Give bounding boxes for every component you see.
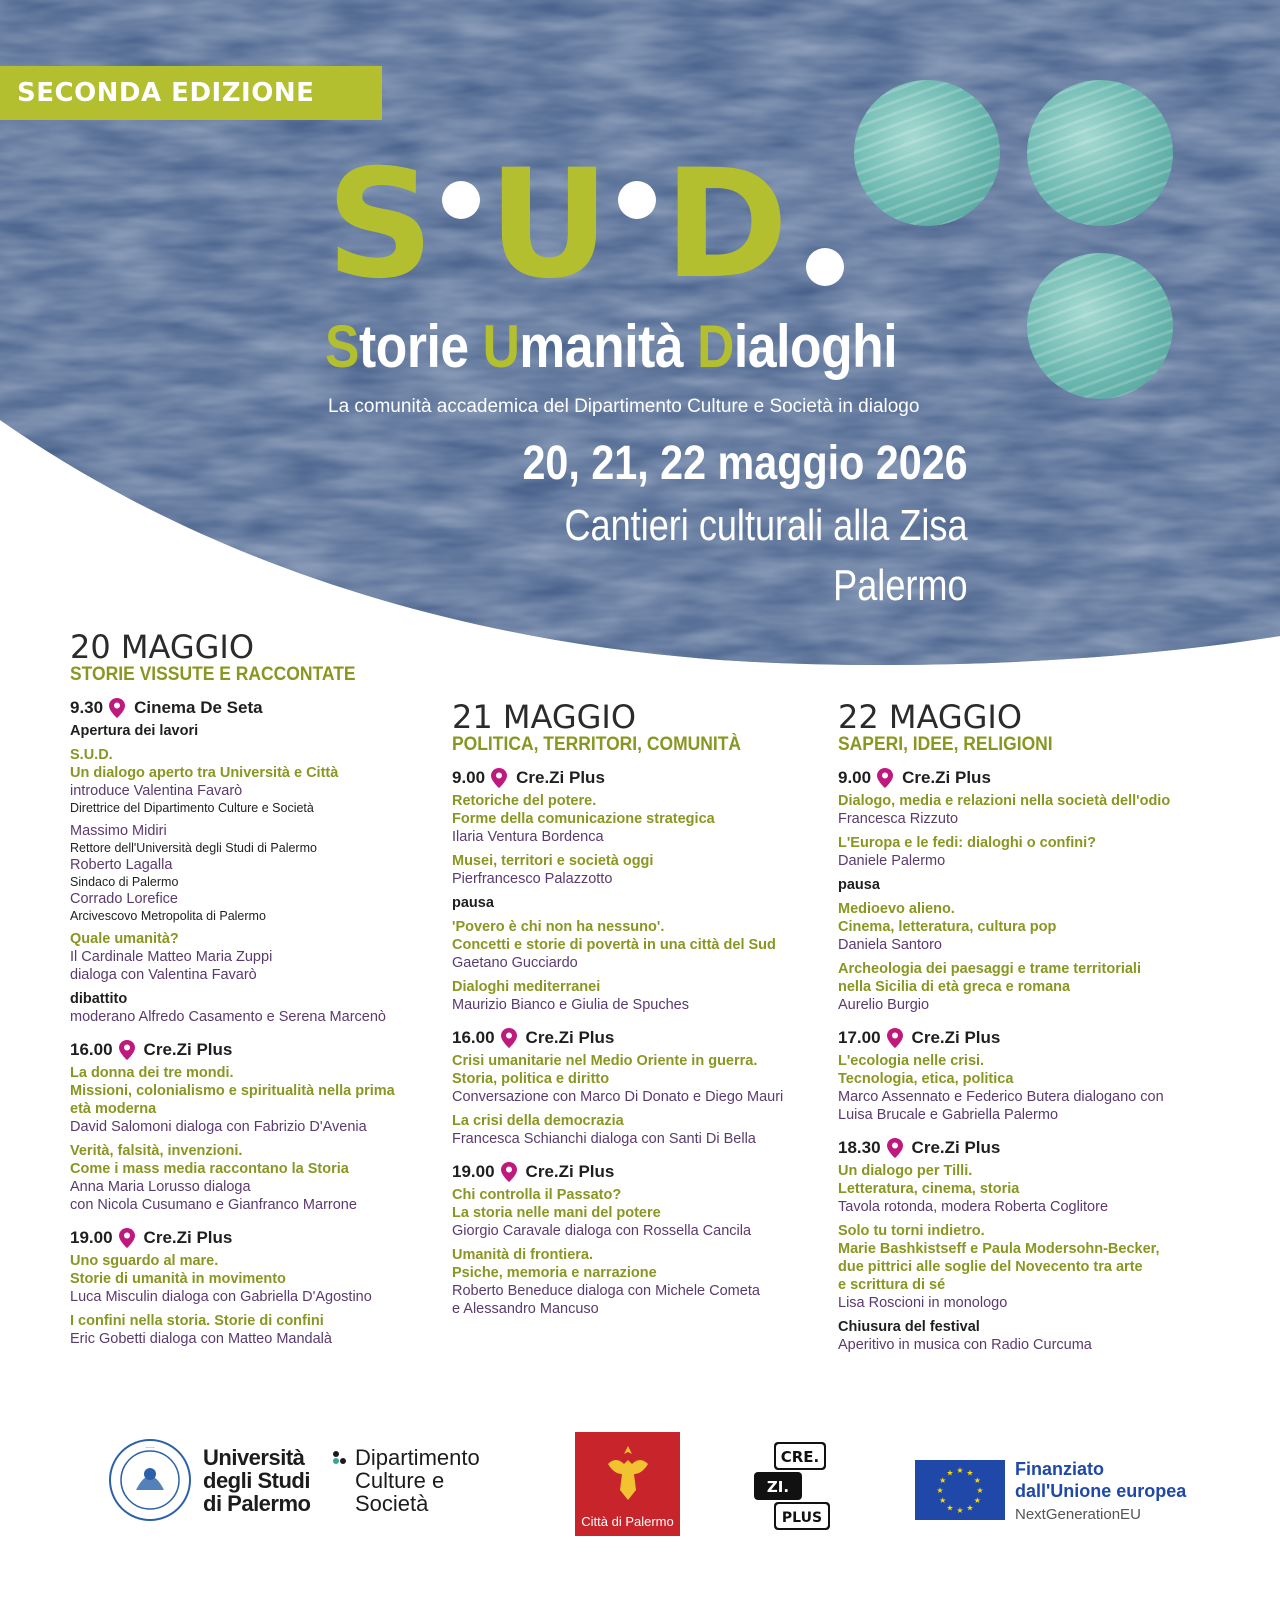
program-event	[70, 930, 430, 984]
event-speaker: Corrado Lorefice	[70, 891, 178, 907]
location-pin-icon	[119, 1040, 135, 1060]
event-title: Psiche, memoria e narrazione	[452, 1265, 657, 1281]
eu-line: dall'Unione europea	[1015, 1481, 1187, 1501]
event-speaker: Tavola rotonda, modera Roberta Coglitore	[838, 1199, 1109, 1215]
event-title: Musei, territori e società oggi	[452, 853, 654, 869]
event-title: L'Europa e le fedi: dialoghi o confini?	[838, 835, 1097, 851]
program-event	[452, 1186, 822, 1240]
program-event	[838, 1318, 1218, 1354]
event-title: Forme della comunicazione strategica	[452, 811, 715, 827]
unipa-seal-icon	[108, 1438, 192, 1522]
event-title: Dialogo, media e relazioni nella società dell'odio	[838, 793, 1171, 809]
event-title: età moderna	[70, 1101, 157, 1117]
eu-star-icon: ★	[966, 1503, 974, 1513]
eu-star-icon: ★	[939, 1496, 947, 1505]
event-speaker: Lisa Roscioni in monologo	[838, 1295, 1008, 1311]
program-event	[452, 852, 822, 888]
event-title: 'Povero è chi non ha nessuno'.	[452, 919, 665, 935]
eu-star-icon: ★	[936, 1486, 944, 1495]
event-title: Storie di umanità in movimento	[70, 1271, 286, 1287]
location-pin-icon	[887, 1028, 903, 1048]
decorative-circle-3	[1027, 253, 1173, 399]
event-speaker: con Nicola Cusumano e Gianfranco Marrone	[70, 1197, 357, 1213]
dipartimento-dots-icon	[332, 1450, 348, 1472]
event-title: I confini nella storia. Storie di confini	[70, 1313, 324, 1329]
event-title: Cinema, letteratura, cultura pop	[838, 919, 1057, 935]
slot-time: 17.00	[838, 1028, 881, 1047]
program-event	[838, 900, 1218, 954]
eu-star-icon: ★	[946, 1468, 954, 1478]
event-speaker: Giorgio Caravale dialoga con Rossella Cancila	[452, 1223, 752, 1239]
event-title: Come i mass media raccontano la Storia	[70, 1161, 349, 1177]
event-speaker: Conversazione con Marco Di Donato e Diego Mauri	[452, 1089, 784, 1105]
event-title: Retoriche del potere.	[452, 793, 597, 809]
program-event	[838, 1052, 1218, 1124]
day-theme: POLITICA, TERRITORI, COMUNITÀ	[452, 734, 742, 755]
crezi-line: CRE.	[780, 1448, 820, 1466]
program-event	[838, 876, 1218, 894]
event-speaker: moderano Alfredo Casamento e Serena Marcenò	[70, 1009, 386, 1025]
event-title: Chi controlla il Passato?	[452, 1187, 622, 1203]
venue-city: Palermo	[833, 561, 968, 610]
time-slot	[838, 768, 1218, 788]
program-day-20	[70, 630, 430, 1348]
slot-location: Cinema De Seta	[134, 698, 263, 717]
event-speaker: Ilaria Ventura Bordenca	[452, 829, 604, 845]
dip-line: Culture e	[355, 1468, 445, 1493]
slot-location: Cre.Zi Plus	[516, 768, 605, 787]
event-speaker: Maurizio Bianco e Giulia de Spuches	[452, 997, 689, 1013]
edition-badge-label: SECONDA EDIZIONE	[17, 78, 315, 108]
event-title: La crisi della democrazia	[452, 1113, 624, 1129]
program-event	[452, 1246, 822, 1318]
logo-letter-d: D	[663, 138, 789, 312]
program-event	[452, 978, 822, 1014]
unipa-line: di Palermo	[203, 1491, 311, 1516]
slot-location: Cre.Zi Plus	[911, 1138, 1001, 1157]
title-initial: S	[325, 313, 359, 380]
event-speaker: Pierfrancesco Palazzotto	[452, 871, 613, 887]
logo-dot	[442, 181, 480, 219]
eu-star-icon: ★	[956, 1506, 964, 1515]
eu-stars-icon	[915, 1460, 1005, 1520]
edition-badge	[0, 66, 382, 120]
crezi-line: PLUS	[781, 1510, 823, 1526]
location-pin-icon	[877, 768, 893, 788]
festival-title	[325, 312, 897, 381]
slot-time: 18.30	[838, 1138, 881, 1157]
event-speaker: Luca Misculin dialoga con Gabriella D'Agostino	[70, 1289, 372, 1305]
time-slot	[452, 1028, 822, 1048]
program-event	[452, 792, 822, 846]
day-theme: STORIE VISSUTE E RACCONTATE	[70, 664, 356, 685]
event-title: Dialoghi mediterranei	[452, 979, 601, 995]
event-speaker: Luisa Brucale e Gabriella Palermo	[838, 1107, 1059, 1123]
session-label: Apertura dei lavori	[70, 723, 199, 739]
day-heading: 22 MAGGIO	[838, 698, 1023, 736]
event-speaker: Roberto Beneduce dialoga con Michele Cometa	[452, 1283, 760, 1299]
event-speaker: e Alessandro Mancuso	[452, 1301, 599, 1317]
eu-program-label: NextGenerationEU	[1015, 1506, 1141, 1523]
logo-dot	[806, 248, 844, 286]
crezi-plus-logo	[752, 1440, 832, 1532]
location-pin-icon	[491, 768, 507, 788]
slot-time: 19.00	[70, 1228, 113, 1247]
session-label: dibattito	[70, 991, 128, 1007]
eagle-crest-icon	[602, 1442, 654, 1506]
program-event	[452, 894, 822, 912]
sud-logo	[326, 138, 844, 312]
event-title: Missioni, colonialismo e spiritualità nella prima	[70, 1083, 395, 1099]
event-speaker: Il Cardinale Matteo Maria Zuppi	[70, 949, 273, 965]
venue-name: Cantieri culturali alla Zisa	[564, 501, 968, 550]
program-event	[70, 990, 430, 1026]
eu-star-icon: ★	[946, 1503, 954, 1513]
program-event	[838, 1162, 1218, 1216]
decorative-circle-2	[1027, 80, 1173, 226]
session-label: pausa	[838, 877, 880, 893]
time-slot	[838, 1138, 1218, 1158]
session-label: pausa	[452, 895, 494, 911]
eu-line: Finanziato	[1015, 1459, 1104, 1479]
slot-location: Cre.Zi Plus	[525, 1162, 615, 1181]
unipa-line: Università	[203, 1445, 305, 1470]
event-speaker: Aurelio Burgio	[838, 997, 930, 1013]
event-title: due pittrici alle soglie del Novecento tra arte	[838, 1259, 1143, 1275]
location-pin-icon	[119, 1228, 135, 1248]
event-speaker: Daniela Santoro	[838, 937, 942, 953]
slot-location: Cre.Zi Plus	[911, 1028, 1001, 1047]
svg-text:·····: ·····	[145, 1445, 155, 1452]
time-slot	[452, 768, 822, 788]
event-title: La donna dei tre mondi.	[70, 1065, 234, 1081]
title-word: ialoghi	[733, 313, 898, 380]
eu-star-icon: ★	[956, 1466, 964, 1475]
slot-time: 9.00	[838, 768, 872, 787]
event-speaker: David Salomoni dialoga con Fabrizio D'Avenia	[70, 1119, 367, 1135]
event-speaker: Francesca Schianchi dialoga con Santi Di Bella	[452, 1131, 756, 1147]
slot-location: Cre.Zi Plus	[143, 1040, 233, 1059]
event-speaker: Gaetano Gucciardo	[452, 955, 578, 971]
slot-time: 9.00	[452, 768, 486, 787]
logo-dot	[618, 181, 656, 219]
event-title: Concetti e storie di povertà in una città del Sud	[452, 937, 776, 953]
event-speaker: Anna Maria Lorusso dialoga	[70, 1179, 251, 1195]
program-event	[838, 792, 1218, 828]
event-title: Archeologia dei paesaggi e trame territoriali	[838, 961, 1141, 977]
title-word: torie	[358, 313, 469, 380]
event-title: e scrittura di sé	[838, 1277, 946, 1293]
dip-line: Dipartimento	[355, 1445, 480, 1470]
title-initial: D	[697, 313, 734, 380]
dip-line: Società	[355, 1491, 429, 1516]
program-event	[838, 1222, 1218, 1312]
title-word: manità	[519, 313, 684, 380]
slot-time: 16.00	[452, 1028, 495, 1047]
event-speaker: Massimo Midiri	[70, 823, 167, 839]
event-speaker: Francesca Rizzuto	[838, 811, 959, 827]
event-speaker: Roberto Lagalla	[70, 857, 173, 873]
slot-location: Cre.Zi Plus	[902, 768, 991, 787]
event-title: Medioevo alieno.	[838, 901, 955, 917]
event-title: Un dialogo per Tilli.	[838, 1163, 973, 1179]
program-event	[70, 1064, 430, 1136]
decorative-circle-1	[854, 80, 1000, 226]
speaker-role: Rettore dell'Università degli Studi di Palermo	[70, 841, 317, 855]
program-event	[70, 1252, 430, 1306]
eu-star-icon: ★	[976, 1486, 984, 1495]
time-slot	[838, 1028, 1218, 1048]
event-title: Storia, politica e diritto	[452, 1071, 610, 1087]
speaker-role: Direttrice del Dipartimento Culture e Società	[70, 801, 314, 815]
event-title: La storia nelle mani del potere	[452, 1205, 661, 1221]
event-title: Crisi umanitarie nel Medio Oriente in guerra.	[452, 1053, 758, 1069]
event-title: Un dialogo aperto tra Università e Città	[70, 765, 339, 781]
speaker-role: Arcivescovo Metropolita di Palermo	[70, 909, 266, 923]
event-title: Tecnologia, etica, politica	[838, 1071, 1014, 1087]
event-title: Quale umanità?	[70, 931, 179, 947]
program-event	[452, 1112, 822, 1148]
program-event	[838, 960, 1218, 1014]
citta-di-palermo-label: Città di Palermo	[581, 1514, 674, 1529]
event-speaker: Marco Assennato e Federico Butera dialogano con	[838, 1089, 1164, 1105]
event-title: nella Sicilia di età greca e romana	[838, 979, 1071, 995]
event-speaker: Eric Gobetti dialoga con Matteo Mandalà	[70, 1331, 332, 1347]
program-event	[70, 1312, 430, 1348]
program-event	[70, 822, 430, 924]
program-day-22	[838, 700, 1218, 1354]
slot-time: 19.00	[452, 1162, 495, 1181]
program-event	[452, 1052, 822, 1106]
event-speaker: introduce Valentina Favarò	[70, 783, 243, 799]
location-pin-icon	[109, 698, 125, 718]
time-slot	[70, 1040, 430, 1060]
event-speaker: Daniele Palermo	[838, 853, 946, 869]
event-title: Letteratura, cinema, storia	[838, 1181, 1020, 1197]
slot-location: Cre.Zi Plus	[525, 1028, 615, 1047]
program-event	[70, 746, 430, 816]
slot-time: 16.00	[70, 1040, 113, 1059]
event-title: Solo tu torni indietro.	[838, 1223, 985, 1239]
program-event	[838, 834, 1218, 870]
eu-star-icon: ★	[973, 1476, 981, 1485]
eu-star-icon: ★	[973, 1496, 981, 1505]
location-pin-icon	[887, 1138, 903, 1158]
speaker-role: Sindaco di Palermo	[70, 875, 179, 889]
time-slot	[70, 698, 430, 718]
eu-star-icon: ★	[939, 1476, 947, 1485]
event-title: Marie Bashkistseff e Paula Modersohn-Becker,	[838, 1241, 1160, 1257]
event-title: Uno sguardo al mare.	[70, 1253, 219, 1269]
day-heading: 20 MAGGIO	[70, 628, 255, 666]
eu-star-icon: ★	[966, 1468, 974, 1478]
title-initial: U	[482, 313, 520, 380]
slot-time: 9.30	[70, 698, 104, 717]
time-slot	[70, 1228, 430, 1248]
session-label: Chiusura del festival	[838, 1319, 980, 1335]
logo-letter-s: S	[326, 138, 435, 312]
day-theme: SAPERI, IDEE, RELIGIONI	[838, 734, 1053, 755]
event-speaker: Aperitivo in musica con Radio Curcuma	[838, 1337, 1092, 1353]
program-event	[70, 722, 430, 740]
eu-funding-label	[1015, 1458, 1186, 1502]
logo-letter-u: U	[488, 138, 610, 312]
event-title: L'ecologia nelle crisi.	[838, 1053, 985, 1069]
event-speaker: dialoga con Valentina Favarò	[70, 967, 257, 983]
festival-subtitle: La comunità accademica del Dipartimento Culture e Società in dialogo	[328, 396, 920, 417]
crezi-line: ZI.	[766, 1478, 790, 1496]
location-pin-icon	[501, 1028, 517, 1048]
event-title: Verità, falsità, invenzioni.	[70, 1143, 243, 1159]
slot-location: Cre.Zi Plus	[143, 1228, 233, 1247]
dipartimento-name	[355, 1446, 480, 1515]
unipa-name	[203, 1446, 310, 1515]
unipa-line: degli Studi	[203, 1468, 310, 1493]
program-day-21	[452, 700, 822, 1318]
citta-di-palermo-logo	[575, 1432, 680, 1536]
day-heading: 21 MAGGIO	[452, 698, 637, 736]
eu-flag-icon	[915, 1460, 1005, 1520]
program-event	[70, 1142, 430, 1214]
location-pin-icon	[501, 1162, 517, 1182]
festival-dates: 20, 21, 22 maggio 2026	[522, 437, 968, 490]
program-event	[452, 918, 822, 972]
festival-venue	[565, 496, 968, 616]
event-title: S.U.D.	[70, 747, 113, 763]
event-title: Umanità di frontiera.	[452, 1247, 593, 1263]
time-slot	[452, 1162, 822, 1182]
